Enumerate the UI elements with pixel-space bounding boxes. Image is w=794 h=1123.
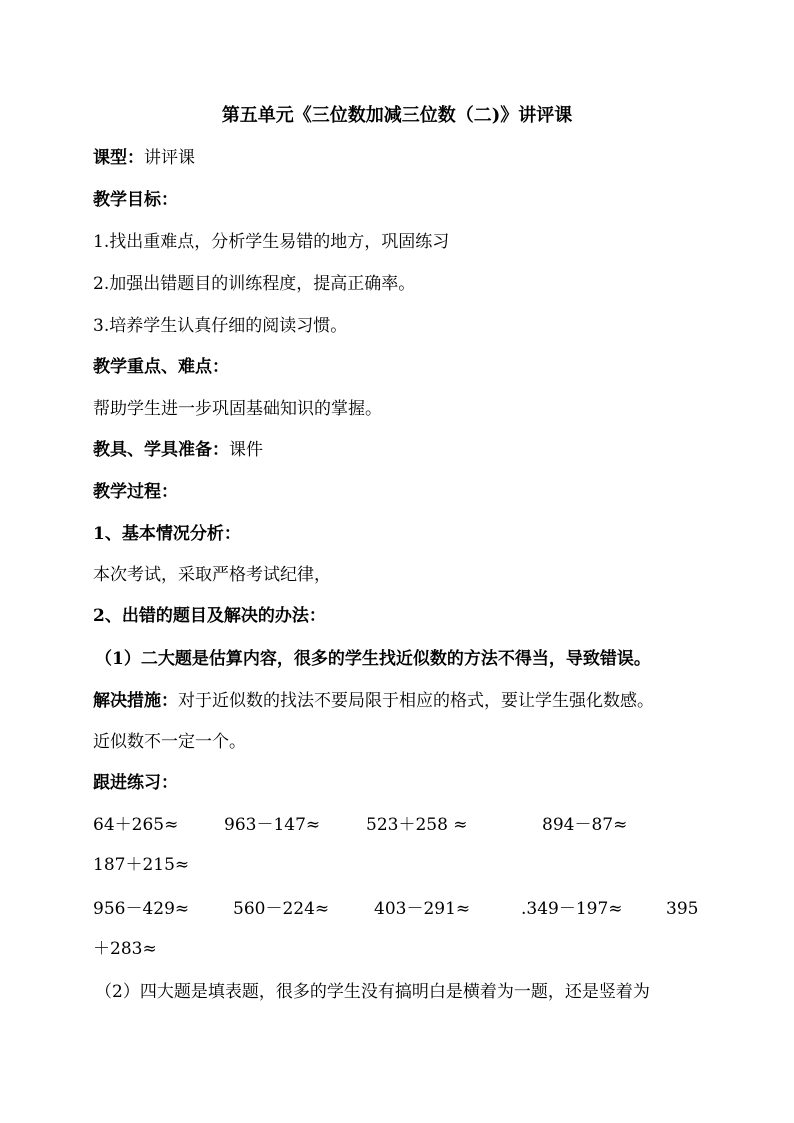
objective-item: 2.加强出错题目的训练程度，提高正确率。 <box>93 274 416 294</box>
lesson-type-line <box>93 146 195 170</box>
solution-text: 对于近似数的找法不要局限于相应的格式，要让学生强化数感。 <box>178 691 654 711</box>
practice-expression: 956－429≈ <box>93 899 190 919</box>
section2-heading: 2、出错的题目及解决的办法： <box>93 606 326 626</box>
practice-expression: ＋283≈ <box>93 939 157 959</box>
practice-expression: 894－87≈ <box>542 815 628 835</box>
practice-expression: 560－224≈ <box>233 899 330 919</box>
practice-expression: 187＋215≈ <box>93 855 190 875</box>
process-heading: 教学过程： <box>93 482 178 502</box>
practice-expression: 395 <box>666 899 699 919</box>
section1-text: 本次考试，采取严格考试纪律， <box>93 565 331 585</box>
practice-heading: 跟进练习： <box>93 773 178 793</box>
key-points-text: 帮助学生进一步巩固基础知识的掌握。 <box>93 399 382 419</box>
practice-expression: 64＋265≈ <box>93 815 179 835</box>
solution-label: 解决措施： <box>93 691 178 711</box>
lesson-type-label: 课型： <box>93 148 144 168</box>
solution-line <box>93 689 654 713</box>
practice-expression: 963－147≈ <box>224 815 321 835</box>
practice-expression: 523＋258 ≈ <box>366 815 468 835</box>
materials-line <box>93 438 263 462</box>
document-title: 第五单元《三位数加减三位数（二)》讲评课 <box>221 105 573 126</box>
problem2-text: （2）四大题是填表题，很多的学生没有搞明白是横着为一题，还是竖着为 <box>95 982 650 1002</box>
section1-heading: 1、基本情况分析： <box>93 524 241 544</box>
practice-expression: 403－291≈ <box>374 899 471 919</box>
materials-label: 教具、学具准备： <box>93 440 229 460</box>
practice-expression: .349－197≈ <box>521 899 623 919</box>
objectives-heading: 教学目标： <box>93 190 178 210</box>
lesson-type-value: 讲评课 <box>144 148 195 168</box>
objective-item: 1.找出重难点，分析学生易错的地方，巩固练习 <box>93 232 450 252</box>
materials-value: 课件 <box>229 440 263 460</box>
problem1-text: （1）二大题是估算内容，很多的学生找近似数的方法不得当，导致错误。 <box>95 649 651 669</box>
solution-text-2: 近似数不一定一个。 <box>93 732 246 752</box>
objective-item: 3.培养学生认真仔细的阅读习惯。 <box>93 316 348 336</box>
key-points-heading: 教学重点、难点： <box>93 357 229 377</box>
